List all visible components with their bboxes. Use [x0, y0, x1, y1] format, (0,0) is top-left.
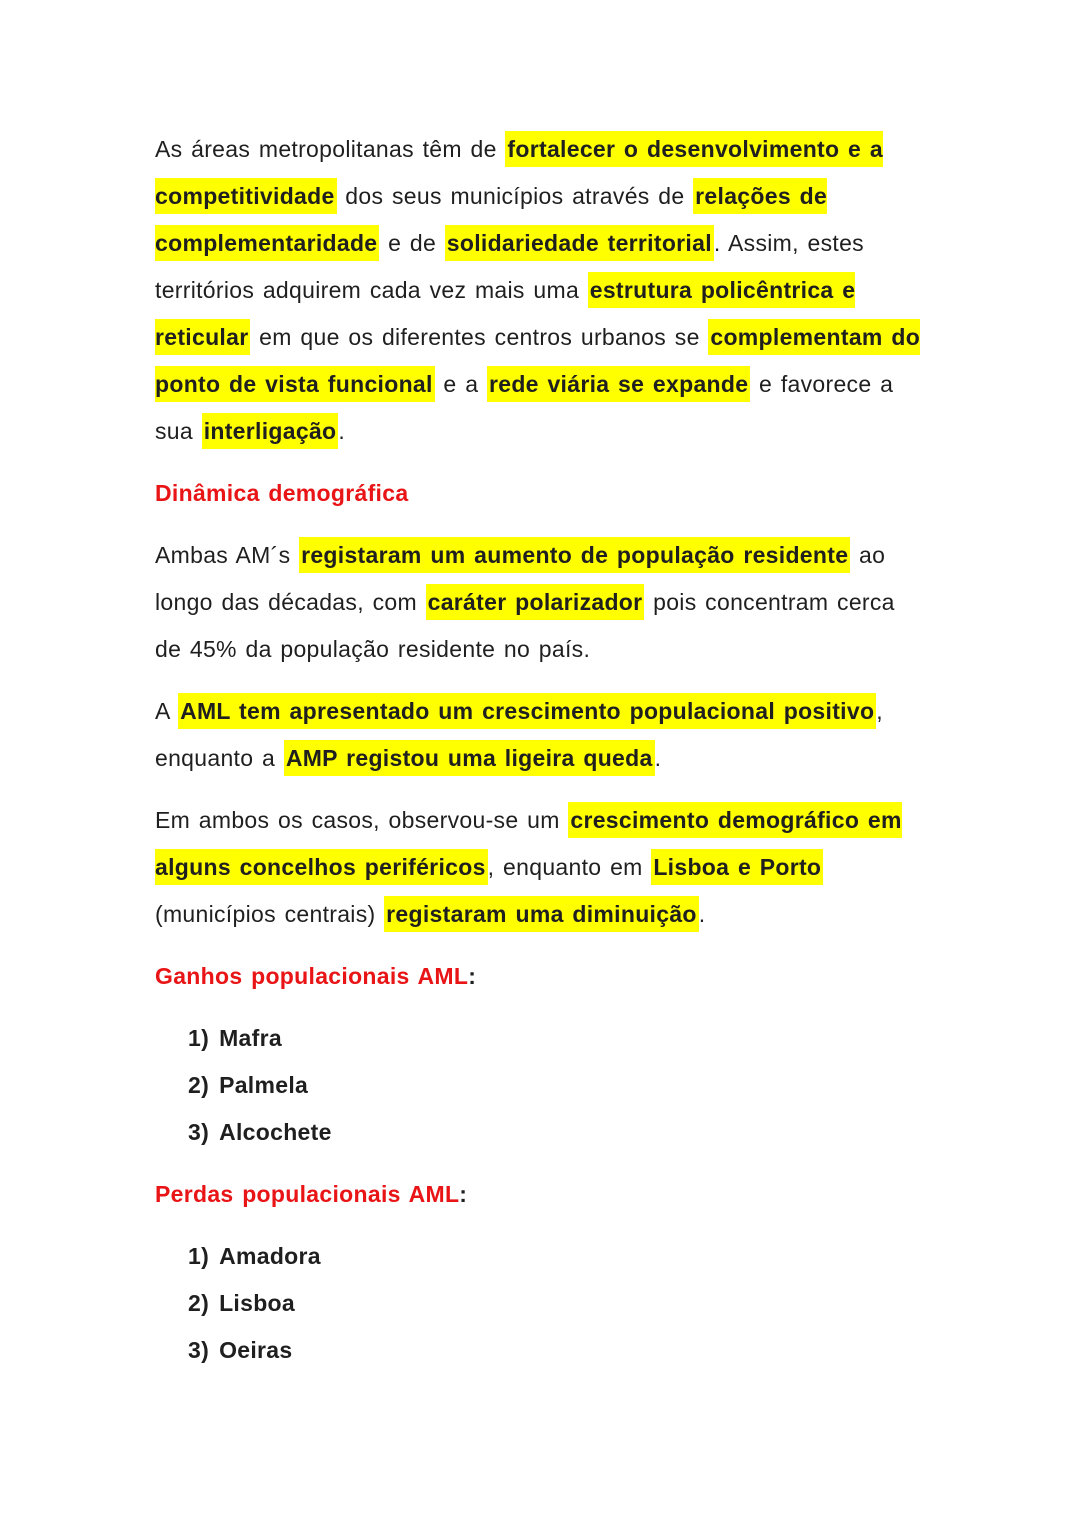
text-run: , enquanto em	[487, 854, 652, 880]
list-item-mafra	[188, 1015, 924, 1062]
paragraph-population-increase	[155, 532, 924, 673]
list-marker: 3)	[188, 1337, 210, 1363]
paragraph-aml-amp-growth	[155, 688, 924, 782]
highlighted-text: AMP registou uma ligeira queda	[284, 740, 655, 776]
list-label: Mafra	[219, 1025, 282, 1051]
highlighted-text: caráter polarizador	[426, 584, 645, 620]
text-run: , enquanto a	[155, 698, 883, 771]
highlighted-text: interligação	[202, 413, 339, 449]
highlighted-text: relações de complementaridade	[155, 178, 827, 261]
list-item-lisboa	[188, 1280, 924, 1327]
list-ganhos-populacionais-aml	[155, 1015, 924, 1156]
text-run: Em ambos os casos, observou-se um	[155, 807, 569, 833]
list-item-palmela	[188, 1062, 924, 1109]
list-marker: 2)	[188, 1290, 210, 1316]
list-marker: 1)	[188, 1025, 210, 1051]
highlighted-text: complementam do ponto de vista funcional	[155, 319, 920, 402]
paragraph-metropolitan-areas	[155, 126, 924, 455]
heading-perdas-populacionais-aml	[155, 1171, 924, 1218]
text-run: e de	[379, 230, 445, 256]
text-run: em que os diferentes centros urbanos se	[250, 324, 709, 350]
highlighted-text: rede viária se expande	[487, 366, 750, 402]
list-label: Oeiras	[219, 1337, 293, 1363]
text-run: Ambas AM´s	[155, 542, 300, 568]
paragraph-peripheral-growth	[155, 797, 924, 938]
highlighted-text: Lisboa e Porto	[651, 849, 823, 885]
heading-text: Perdas populacionais AML	[155, 1181, 460, 1207]
heading-ganhos-populacionais-aml	[155, 953, 924, 1000]
highlighted-text: AML tem apresentado um crescimento populacional positivo	[178, 693, 876, 729]
highlighted-text: solidariedade territorial	[445, 225, 714, 261]
text-run: (municípios centrais)	[155, 901, 385, 927]
text-run: .	[698, 901, 706, 927]
text-run: :	[468, 963, 477, 989]
text-run: .	[338, 418, 346, 444]
text-run: . Assim, estes territórios adquirem cada vez mais uma	[155, 230, 864, 303]
list-marker: 1)	[188, 1243, 210, 1269]
text-run: e favorece a sua	[155, 371, 894, 444]
text-run: As áreas metropolitanas têm de	[155, 136, 506, 162]
list-item-oeiras	[188, 1327, 924, 1374]
text-run: A	[155, 698, 179, 724]
heading-text: Dinâmica demográfica	[155, 480, 409, 506]
text-run: pois concentram cerca de 45% da população residente no país.	[155, 589, 895, 662]
heading-text: Ganhos populacionais AML	[155, 963, 469, 989]
list-perdas-populacionais-aml	[155, 1233, 924, 1374]
highlighted-text: registaram um aumento de população residente	[299, 537, 850, 573]
list-label: Palmela	[219, 1072, 309, 1098]
text-run: :	[459, 1181, 468, 1207]
list-marker: 2)	[188, 1072, 210, 1098]
highlighted-text: crescimento demográfico em alguns concelhos periféricos	[155, 802, 902, 885]
highlighted-text: fortalecer o desenvolvimento e a competitividade	[155, 131, 883, 214]
list-item-amadora	[188, 1233, 924, 1280]
highlighted-text: registaram uma diminuição	[384, 896, 699, 932]
text-run: dos seus municípios através de	[336, 183, 694, 209]
heading-dinamica-demografica	[155, 470, 924, 517]
text-run: .	[654, 745, 662, 771]
list-label: Lisboa	[219, 1290, 295, 1316]
list-label: Alcochete	[219, 1119, 332, 1145]
list-label: Amadora	[219, 1243, 321, 1269]
list-item-alcochete	[188, 1109, 924, 1156]
text-run: e a	[434, 371, 487, 397]
list-marker: 3)	[188, 1119, 210, 1145]
highlighted-text: estrutura policêntrica e reticular	[155, 272, 855, 355]
text-run: ao longo das décadas, com	[155, 542, 886, 615]
